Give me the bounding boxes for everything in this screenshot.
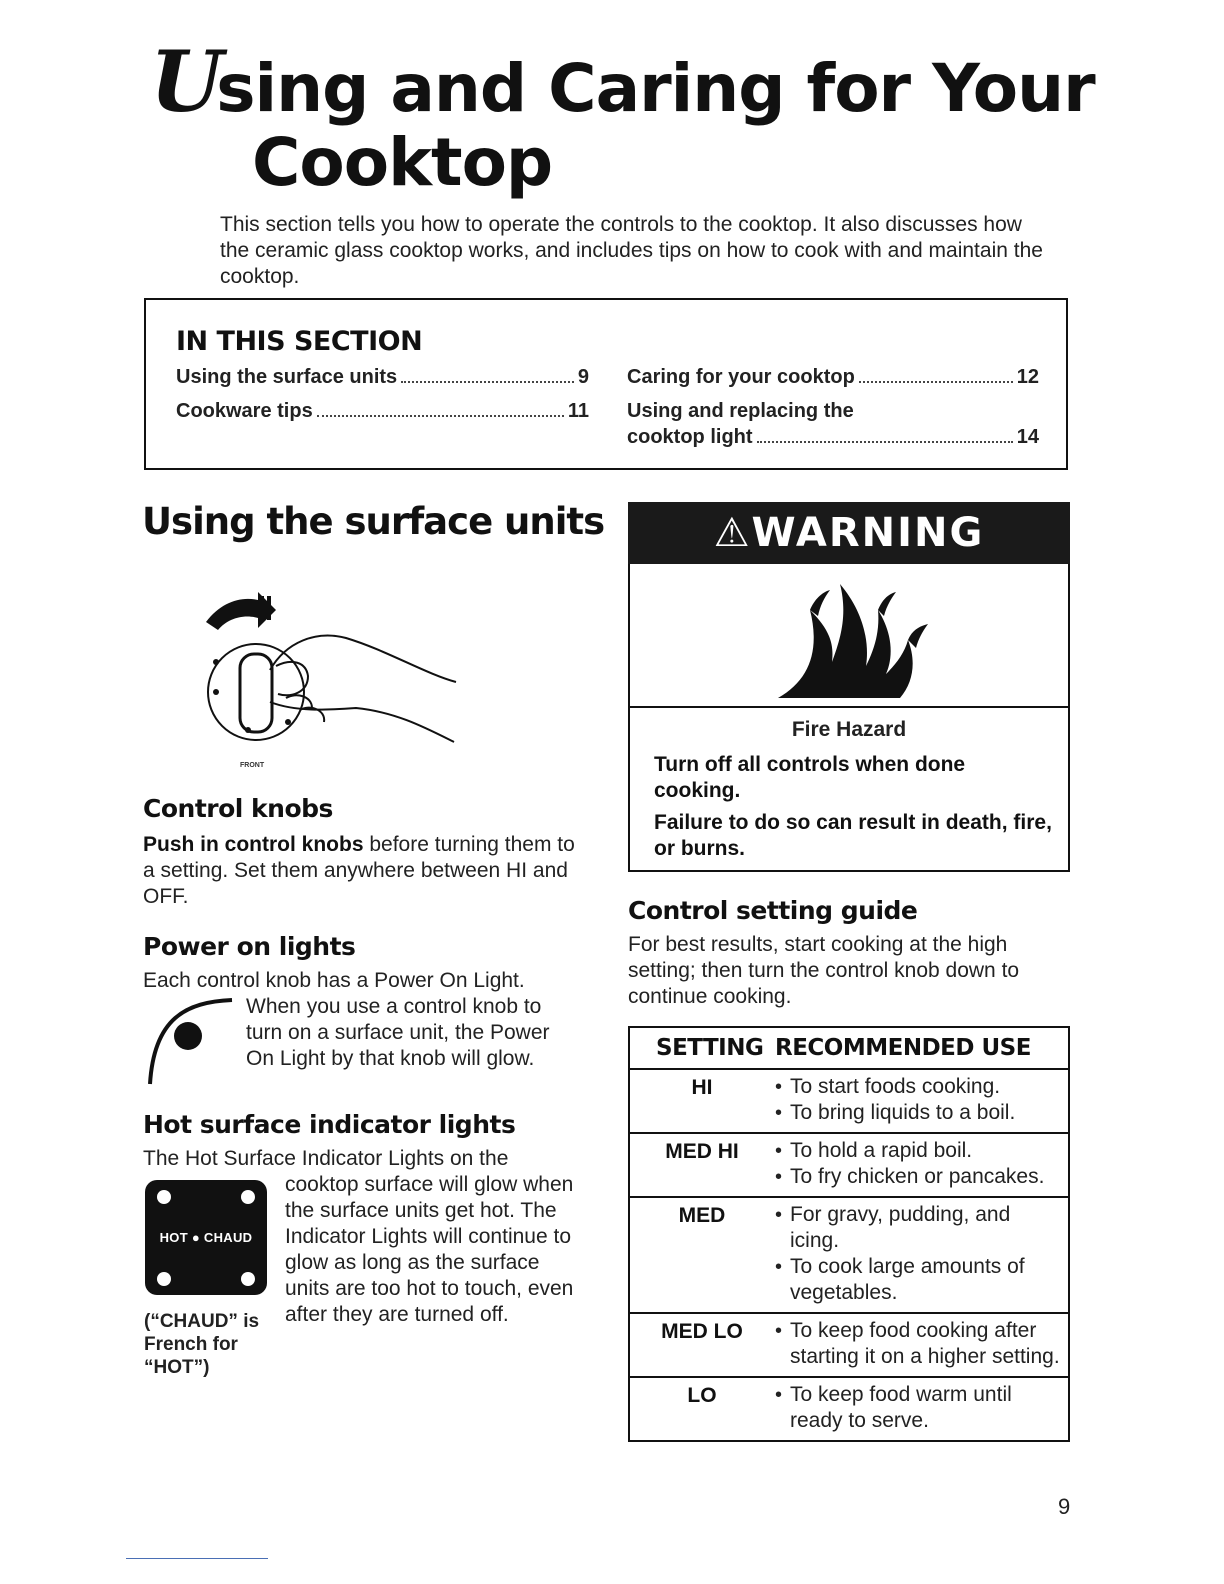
column-setting: SETTING [656, 1035, 764, 1061]
title-line1-text: sing and Caring for Your [216, 50, 1095, 127]
toc-entry-page: 14 [1016, 426, 1039, 448]
use-item: • To fry chicken or pancakes. [775, 1164, 1062, 1190]
fire-hazard-icon [770, 570, 940, 700]
use-item: • To keep food warm until ready to serve. [775, 1382, 1062, 1434]
setting-cell: MED LO [661, 1320, 743, 1343]
figure-front-label: FRONT [240, 762, 265, 769]
warning-banner: ⚠WARNING [628, 502, 1070, 564]
warning-line2: Failure to do so can result in death, fire, or burns. [654, 811, 1052, 860]
control-knobs-text [143, 832, 588, 910]
use-item: • To hold a rapid boil. [775, 1138, 1062, 1164]
uses-cell [775, 1318, 1068, 1370]
thumb-outline [276, 662, 308, 695]
hot-indicator-panel [145, 1180, 267, 1295]
power-lights-line1: Each control knob has a Power On Light. [143, 969, 525, 992]
hot-surface-line1: The Hot Surface Indicator Lights on the [143, 1147, 509, 1170]
toc-entry-label: Using the surface units [176, 366, 398, 388]
setting-cell: MED HI [665, 1140, 739, 1163]
toc-entry-surface-units[interactable] [176, 366, 589, 389]
hot-surface-text: cooktop surface will glow when the surface units get hot. The Indicator Lights will continue to glow as long as the surface units are too hot to touch, even after they are turned off. [285, 1173, 574, 1326]
hand-upper-outline [270, 636, 456, 682]
toc-entry-cooktop-light[interactable] [627, 400, 1039, 449]
power-lights-text: When you use a control knob to turn on a surface unit, the Power On Light by that knob will glow. [246, 995, 550, 1070]
heading-power-on-lights: Power on lights [143, 932, 356, 961]
page-title-line1 [150, 32, 1095, 131]
setting-cell: MED [678, 1204, 726, 1227]
warning-hazard-title: Fire Hazard [791, 718, 907, 741]
toc-entry-label: Cookware tips [176, 400, 313, 422]
warning-divider [628, 706, 1070, 708]
uses-cell [775, 1202, 1068, 1306]
column-recommended-use: RECOMMENDED USE [775, 1035, 1031, 1061]
toc-leader-dots [757, 441, 1013, 443]
use-item: • To keep food cooking after starting it on a higher setting. [775, 1318, 1062, 1370]
table-row-hi [630, 1070, 1068, 1134]
toc-entry-cookware-tips[interactable] [176, 400, 589, 423]
setting-cell: HI [691, 1076, 713, 1099]
table-row-med [630, 1198, 1068, 1314]
page-title-line2: Cooktop [252, 124, 553, 201]
control-knobs-rest: before turning them to a setting. Set them anywhere between HI and OFF. [143, 833, 575, 908]
uses-cell [775, 1138, 1068, 1190]
indicator-light-dot [241, 1190, 255, 1204]
toc-leader-dots [859, 381, 1013, 383]
toc-entry-page: 9 [577, 366, 589, 388]
indicator-light-dot [241, 1272, 255, 1286]
toc-leader-dots [401, 381, 574, 383]
intro-paragraph: This section tells you how to operate the controls to the cooktop. It also discusses how the ceramic glass cooktop works, and includes tips on how to cook with and maintain the cooktop. [220, 213, 1043, 288]
heading-hot-surface-indicator: Hot surface indicator lights [143, 1110, 516, 1139]
uses-cell [775, 1074, 1068, 1126]
toc-entry-label-line2: cooktop light [627, 426, 753, 448]
use-item: • To bring liquids to a boil. [775, 1100, 1062, 1126]
use-item: • To start foods cooking. [775, 1074, 1062, 1100]
knob-grip [240, 654, 272, 732]
toc-entry-label-line1: Using and replacing the [627, 400, 854, 422]
table-row-lo [630, 1378, 1068, 1440]
title-dropcap: U [150, 32, 223, 131]
table-header [630, 1028, 1068, 1070]
hot-chaud-label: HOT ● CHAUD [159, 1230, 253, 1245]
toc-entry-page: 12 [1016, 366, 1039, 388]
heading-control-knobs: Control knobs [143, 794, 333, 823]
indicator-light-dot [157, 1272, 171, 1286]
warning-line1: Turn off all controls when done cooking. [654, 753, 966, 802]
toc-entry-caring[interactable] [627, 366, 1039, 389]
use-item: • For gravy, pudding, and icing. [775, 1202, 1062, 1254]
guide-intro: For best results, start cooking at the high setting; then turn the control knob down to continue cooking. [628, 933, 1020, 1008]
footer-rule [126, 1558, 268, 1559]
toc-leader-dots [317, 415, 564, 417]
control-knob-illustration [196, 582, 476, 774]
section-heading-surface-units: Using the surface units [142, 500, 605, 543]
control-knobs-bold: Push in control knobs [143, 833, 364, 856]
table-row-med-lo [630, 1314, 1068, 1378]
power-light-icon [146, 998, 236, 1088]
setting-cell: LO [687, 1384, 717, 1407]
chaud-note: (“CHAUD” is French for “HOT”) [144, 1311, 260, 1378]
uses-cell [775, 1382, 1068, 1434]
hand-lower-outline [270, 702, 454, 742]
page-number: 9 [1058, 1494, 1071, 1519]
toc-entry-label: Caring for your cooktop [627, 366, 855, 388]
control-setting-table [628, 1026, 1070, 1442]
use-item: • To cook large amounts of vegetables. [775, 1254, 1062, 1306]
indicator-light-dot [157, 1190, 171, 1204]
turn-arrow-icon [206, 592, 276, 630]
toc-entry-page: 11 [567, 400, 589, 422]
heading-control-setting-guide: Control setting guide [628, 896, 918, 925]
table-row-med-hi [630, 1134, 1068, 1198]
toc-heading: IN THIS SECTION [176, 326, 423, 357]
